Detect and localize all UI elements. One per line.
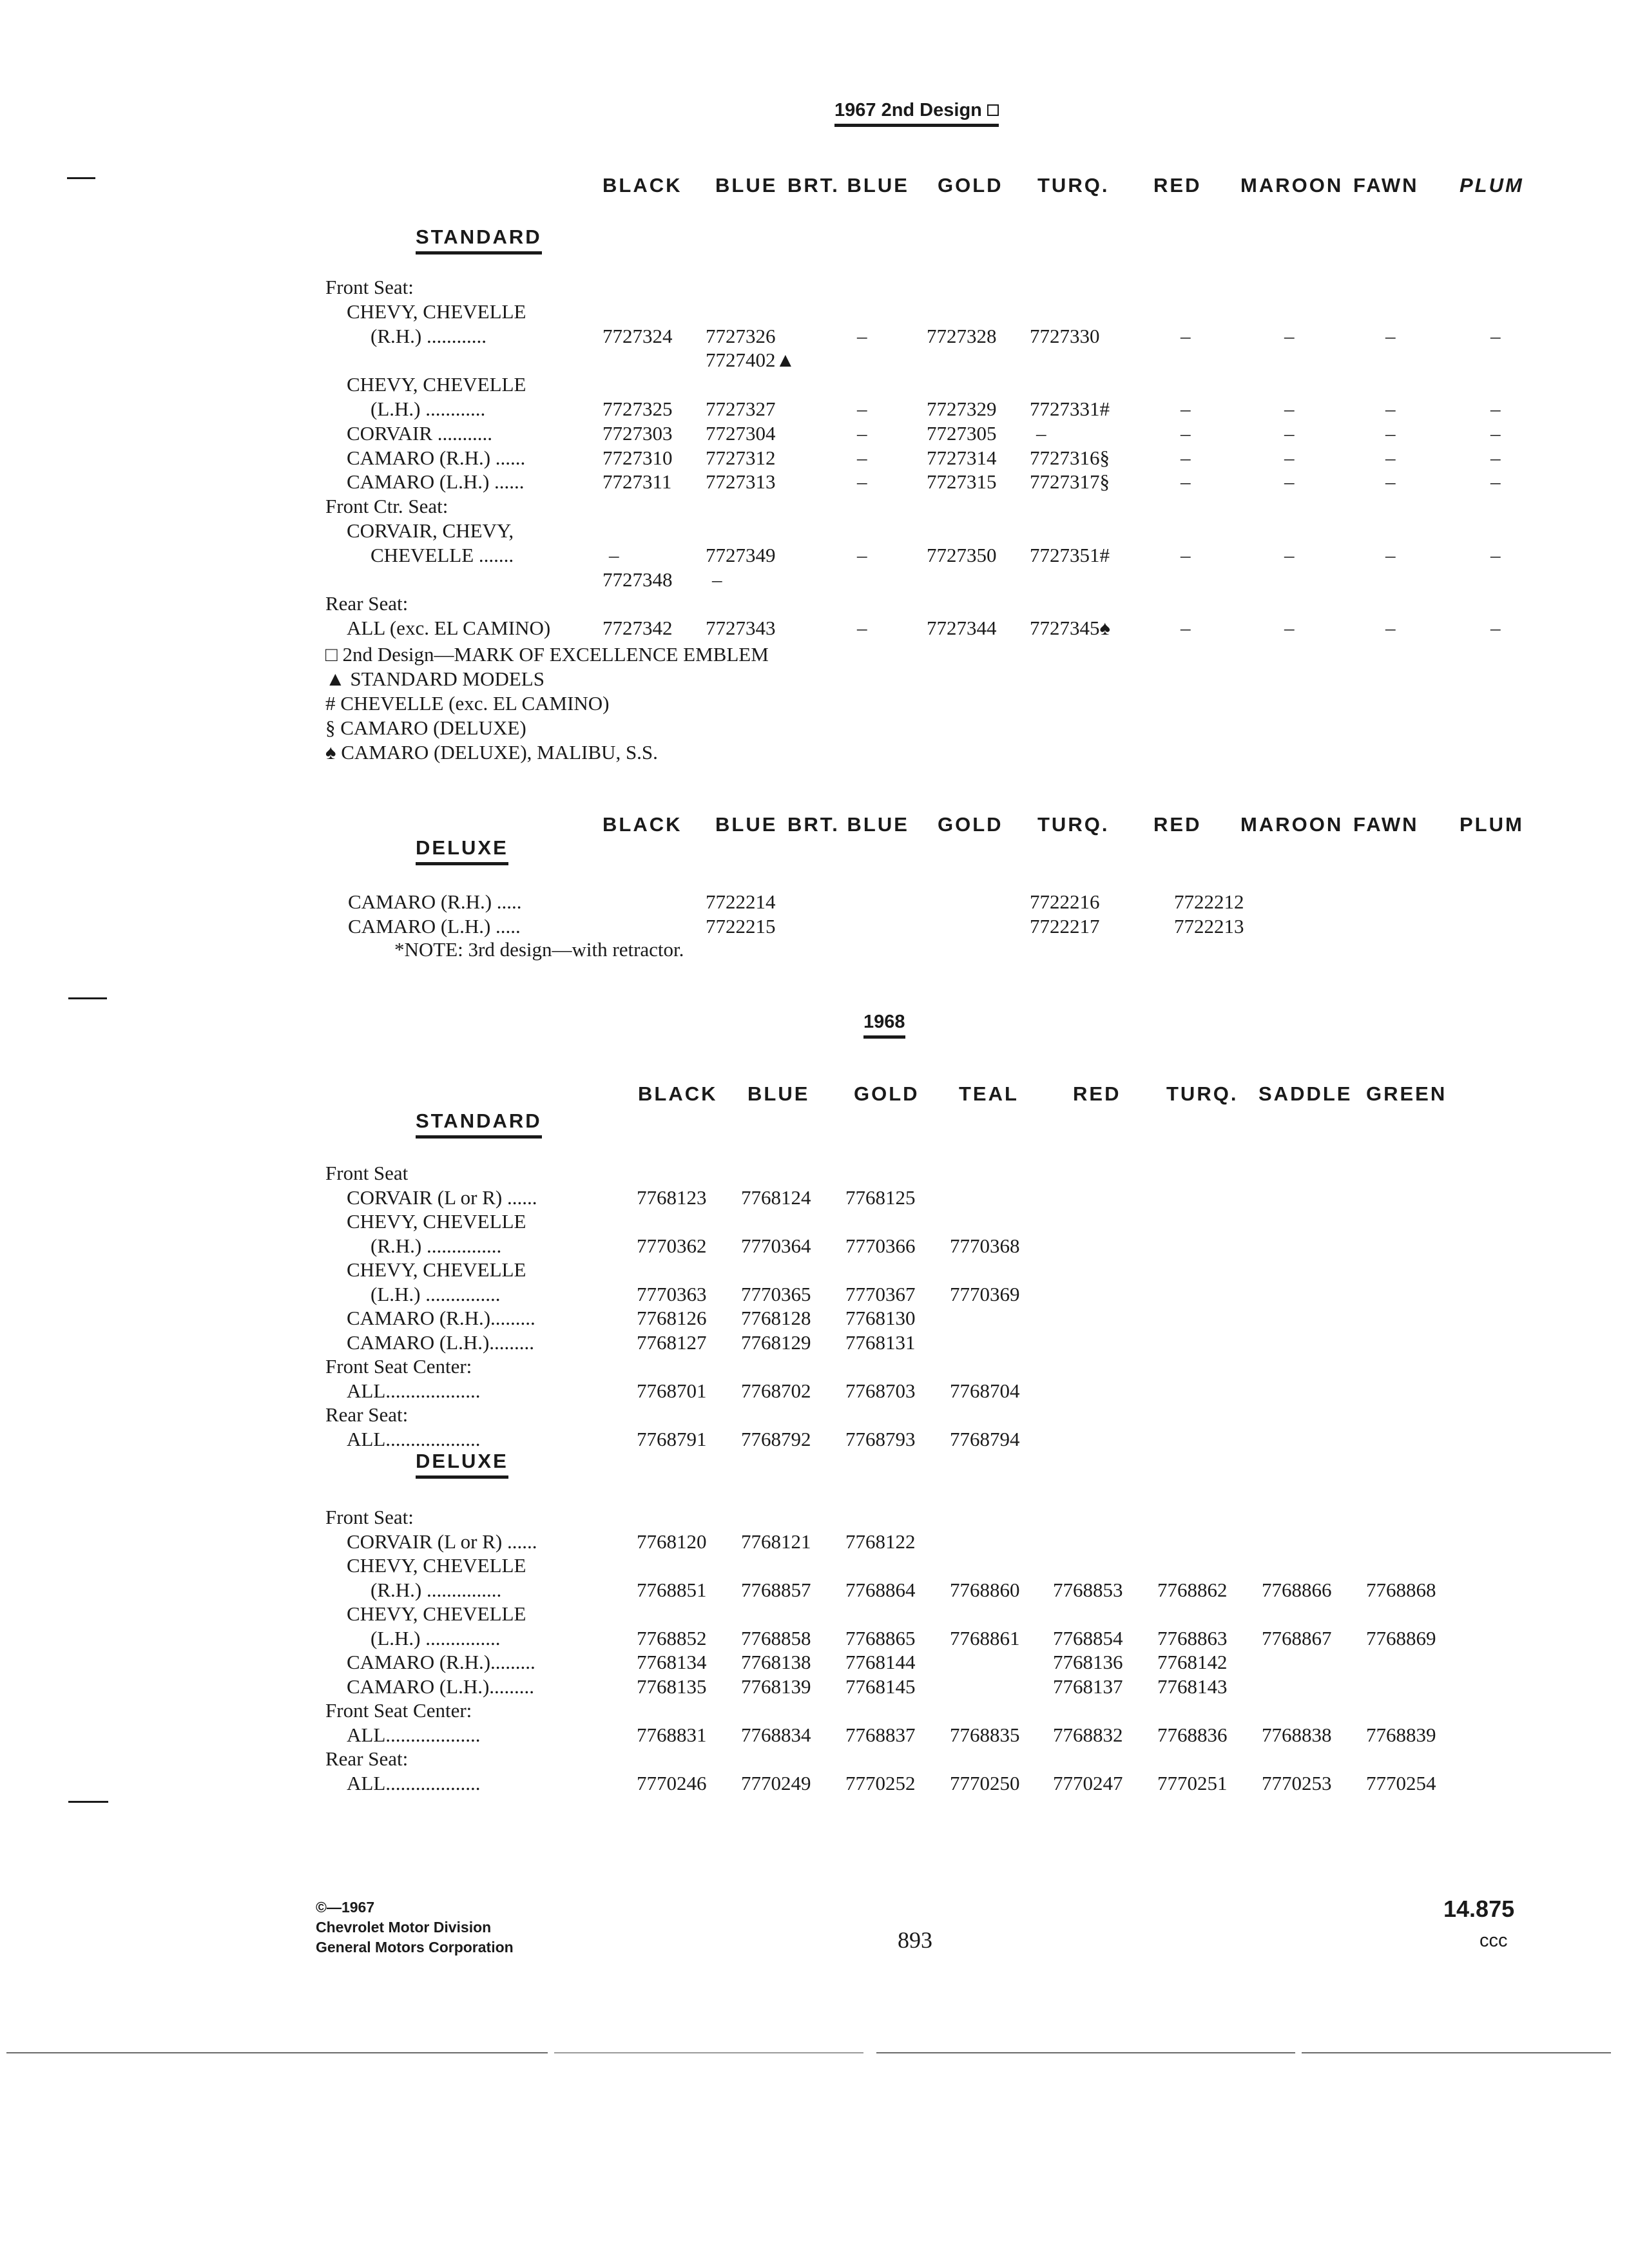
table-cell: – bbox=[1181, 421, 1191, 445]
row-label: (R.H.) ............... bbox=[371, 1578, 502, 1601]
row-label: Rear Seat: bbox=[325, 1747, 409, 1770]
table-cell: 7727328 bbox=[927, 324, 997, 347]
row-label: CHEVY, CHEVELLE bbox=[347, 1258, 526, 1281]
table-cell: 7727303 bbox=[602, 421, 673, 445]
corporation-name: General Motors Corporation bbox=[316, 1939, 514, 1956]
column-header: BLACK bbox=[602, 174, 682, 197]
column-header: BRT. BLUE bbox=[787, 813, 909, 836]
row-label: CAMARO (L.H.) ...... bbox=[347, 470, 525, 494]
row-label: Front Seat bbox=[325, 1162, 409, 1184]
table-cell: – bbox=[857, 470, 867, 494]
table-cell: – bbox=[1284, 398, 1295, 420]
table-cell: – bbox=[1490, 398, 1501, 420]
table-cell: 7770367 bbox=[845, 1282, 916, 1305]
table-cell: 7768128 bbox=[741, 1307, 811, 1329]
table-cell: 7727324 bbox=[602, 324, 673, 347]
row-label: (R.H.) ............ bbox=[371, 324, 487, 347]
row-label: CHEVY, CHEVELLE bbox=[347, 373, 526, 396]
column-header: BLUE bbox=[715, 813, 778, 836]
row-label: Rear Seat: bbox=[325, 1403, 409, 1426]
column-header: MAROON bbox=[1240, 813, 1344, 836]
section-standard-1967: STANDARD bbox=[416, 226, 542, 255]
row-label: (L.H.) ............... bbox=[371, 1282, 501, 1305]
row-label: ALL................... bbox=[347, 1379, 481, 1402]
row-label: CAMARO (R.H.) ...... bbox=[347, 446, 526, 469]
column-header: MAROON bbox=[1240, 174, 1344, 197]
table-cell: 7727331# bbox=[1030, 398, 1110, 420]
row-label: Front Seat: bbox=[325, 276, 414, 298]
table-cell: 7770254 bbox=[1366, 1771, 1436, 1794]
row-label: (R.H.) ............... bbox=[371, 1234, 502, 1257]
bottom-rule bbox=[6, 2052, 548, 2053]
table-cell: – bbox=[1385, 617, 1396, 640]
table-cell: – bbox=[1490, 617, 1501, 640]
table-cell: 7768137 bbox=[1053, 1675, 1123, 1698]
table-cell: – bbox=[1181, 398, 1191, 420]
column-header: FAWN bbox=[1353, 813, 1419, 836]
table-cell: 7768854 bbox=[1053, 1626, 1123, 1649]
table-cell: 7727326 bbox=[706, 324, 776, 347]
footer-left bbox=[316, 1898, 514, 1957]
table-cell: 7768120 bbox=[637, 1530, 707, 1553]
table-cell: – bbox=[1181, 543, 1191, 566]
table-cell: 7768145 bbox=[845, 1675, 916, 1698]
row-label: CHEVY, CHEVELLE bbox=[347, 1210, 526, 1233]
table-cell: 7727312 bbox=[706, 446, 776, 469]
table-cell: 7727402▲ bbox=[706, 349, 796, 372]
table-cell: 7727330 bbox=[1030, 324, 1100, 347]
table-cell: 7768793 bbox=[845, 1427, 916, 1450]
table-cell: 7770246 bbox=[637, 1771, 707, 1794]
footnote: # CHEVELLE (exc. EL CAMINO) bbox=[325, 692, 610, 715]
table-cell: 7768129 bbox=[741, 1331, 811, 1354]
table-cell: 7770362 bbox=[637, 1234, 707, 1257]
table-cell: 7768794 bbox=[950, 1427, 1020, 1450]
footnote: □ 2nd Design—MARK OF EXCELLENCE EMBLEM bbox=[325, 643, 769, 666]
table-cell: 7770364 bbox=[741, 1234, 811, 1257]
column-header: RED bbox=[1153, 813, 1202, 836]
column-header: GOLD bbox=[938, 813, 1003, 836]
table-cell: 7727348 bbox=[602, 568, 673, 591]
row-label: Rear Seat: bbox=[325, 592, 409, 615]
table-cell: 7768124 bbox=[741, 1186, 811, 1209]
table-cell: 7768839 bbox=[1366, 1723, 1436, 1746]
row-label: CAMARO (R.H.) ..... bbox=[348, 890, 522, 913]
table-cell: – bbox=[1181, 617, 1191, 640]
table-cell: 7768831 bbox=[637, 1723, 707, 1746]
table-cell: – bbox=[712, 568, 722, 591]
table-cell: 7768853 bbox=[1053, 1578, 1123, 1601]
column-header: SADDLE bbox=[1258, 1082, 1353, 1105]
table-cell: 7768836 bbox=[1157, 1723, 1228, 1746]
table-cell: – bbox=[857, 421, 867, 445]
table-cell: 7727345♠ bbox=[1030, 617, 1110, 640]
table-cell: 7770253 bbox=[1262, 1771, 1332, 1794]
table-cell: 7770247 bbox=[1053, 1771, 1123, 1794]
table-cell: 7727311 bbox=[602, 470, 672, 494]
row-label: CAMARO (R.H.)......... bbox=[347, 1651, 535, 1673]
row-label: CAMARO (L.H.) ..... bbox=[348, 914, 521, 937]
table-cell: 7770252 bbox=[845, 1771, 916, 1794]
table-cell: – bbox=[1181, 446, 1191, 469]
table-cell: 7770249 bbox=[741, 1771, 811, 1794]
note-3rd-design: *NOTE: 3rd design—with retractor. bbox=[394, 938, 684, 961]
column-header: RED bbox=[1153, 174, 1202, 197]
table-cell: – bbox=[857, 398, 867, 420]
table-cell: 7727316§ bbox=[1030, 446, 1110, 469]
table-cell: 7770250 bbox=[950, 1771, 1020, 1794]
table-cell: – bbox=[1385, 543, 1396, 566]
table-cell: 7727304 bbox=[706, 421, 776, 445]
title-1967 bbox=[834, 100, 999, 127]
division-name: Chevrolet Motor Division bbox=[316, 1919, 492, 1936]
table-cell: 7768837 bbox=[845, 1723, 916, 1746]
table-cell: 7768121 bbox=[741, 1530, 811, 1553]
margin-tick bbox=[68, 997, 107, 999]
footnote: ♠ CAMARO (DELUXE), MALIBU, S.S. bbox=[325, 741, 658, 764]
table-cell: 7768130 bbox=[845, 1307, 916, 1329]
table-cell: 7768863 bbox=[1157, 1626, 1228, 1649]
table-cell: 7768791 bbox=[637, 1427, 707, 1450]
column-header: GOLD bbox=[938, 174, 1003, 197]
table-cell: 7768862 bbox=[1157, 1578, 1228, 1601]
table-cell: 7768838 bbox=[1262, 1723, 1332, 1746]
table-cell: 7768832 bbox=[1053, 1723, 1123, 1746]
table-cell: 7768704 bbox=[950, 1379, 1020, 1402]
column-header: RED bbox=[1073, 1082, 1121, 1105]
table-cell: 7770366 bbox=[845, 1234, 916, 1257]
table-cell: 7727314 bbox=[927, 446, 997, 469]
table-cell: 7727329 bbox=[927, 398, 997, 420]
title-1967-text: 1967 2nd Design bbox=[834, 100, 982, 120]
table-cell: 7768126 bbox=[637, 1307, 707, 1329]
column-header: GREEN bbox=[1366, 1082, 1447, 1105]
table-cell: 7770368 bbox=[950, 1234, 1020, 1257]
row-label: ALL................... bbox=[347, 1723, 481, 1746]
row-label: CHEVELLE ....... bbox=[371, 543, 514, 566]
table-cell: 7768138 bbox=[741, 1651, 811, 1673]
table-cell: – bbox=[857, 617, 867, 640]
row-label: Front Seat Center: bbox=[325, 1699, 472, 1722]
row-label: Front Seat Center: bbox=[325, 1355, 472, 1378]
column-header: TURQ. bbox=[1166, 1082, 1239, 1105]
table-cell: – bbox=[1490, 470, 1501, 494]
table-cell: 7768701 bbox=[637, 1379, 707, 1402]
table-cell: 7722212 bbox=[1174, 890, 1244, 913]
table-cell: 7768703 bbox=[845, 1379, 916, 1402]
table-cell: – bbox=[1181, 324, 1191, 347]
table-cell: 7727342 bbox=[602, 617, 673, 640]
row-label: CORVAIR, CHEVY, bbox=[347, 519, 514, 542]
table-cell: – bbox=[1284, 324, 1295, 347]
table-cell: 7727344 bbox=[927, 617, 997, 640]
table-cell: – bbox=[609, 543, 619, 566]
row-label: (L.H.) ............... bbox=[371, 1626, 501, 1649]
row-label: (L.H.) ............ bbox=[371, 398, 486, 420]
table-cell: 7768851 bbox=[637, 1578, 707, 1601]
table-cell: 7768860 bbox=[950, 1578, 1020, 1601]
column-header: FAWN bbox=[1353, 174, 1419, 197]
table-cell: 7727350 bbox=[927, 543, 997, 566]
row-label: CORVAIR (L or R) ...... bbox=[347, 1530, 537, 1553]
row-label: Front Ctr. Seat: bbox=[325, 495, 448, 518]
table-cell: 7727343 bbox=[706, 617, 776, 640]
table-cell: 7727351# bbox=[1030, 543, 1110, 566]
table-cell: 7768864 bbox=[845, 1578, 916, 1601]
table-cell: 7768865 bbox=[845, 1626, 916, 1649]
table-cell: 7768136 bbox=[1053, 1651, 1123, 1673]
table-cell: – bbox=[1490, 446, 1501, 469]
table-cell: 7722214 bbox=[706, 890, 776, 913]
table-cell: 7770369 bbox=[950, 1282, 1020, 1305]
table-cell: 7722213 bbox=[1174, 914, 1244, 937]
table-cell: 7722215 bbox=[706, 914, 776, 937]
row-label: CAMARO (L.H.)......... bbox=[347, 1331, 535, 1354]
table-cell: 7770251 bbox=[1157, 1771, 1228, 1794]
table-cell: 7768852 bbox=[637, 1626, 707, 1649]
table-cell: 7722217 bbox=[1030, 914, 1100, 937]
row-label: CHEVY, CHEVELLE bbox=[347, 1602, 526, 1625]
bottom-rule bbox=[876, 2052, 1295, 2053]
table-cell: 7768857 bbox=[741, 1578, 811, 1601]
table-cell: 7727310 bbox=[602, 446, 673, 469]
table-cell: 7768866 bbox=[1262, 1578, 1332, 1601]
copyright: ©—1967 bbox=[316, 1899, 375, 1916]
column-header: TURQ. bbox=[1037, 813, 1110, 836]
table-cell: 7727327 bbox=[706, 398, 776, 420]
row-label: CAMARO (R.H.)......... bbox=[347, 1307, 535, 1329]
table-cell: 7768134 bbox=[637, 1651, 707, 1673]
column-header: BLUE bbox=[715, 174, 778, 197]
table-cell: 7768139 bbox=[741, 1675, 811, 1698]
table-cell: 7768858 bbox=[741, 1626, 811, 1649]
table-cell: – bbox=[1284, 617, 1295, 640]
code-label: ccc bbox=[1480, 1930, 1508, 1951]
table-cell: – bbox=[1385, 398, 1396, 420]
table-cell: – bbox=[1385, 324, 1396, 347]
square-marker-icon bbox=[987, 104, 999, 116]
margin-tick bbox=[67, 177, 95, 179]
table-cell: 7768135 bbox=[637, 1675, 707, 1698]
table-cell: 7768861 bbox=[950, 1626, 1020, 1649]
table-cell: – bbox=[1284, 470, 1295, 494]
table-cell: – bbox=[1490, 543, 1501, 566]
footnote: ▲ STANDARD MODELS bbox=[325, 668, 545, 690]
section-deluxe-1968: DELUXE bbox=[416, 1450, 508, 1479]
table-cell: 7768868 bbox=[1366, 1578, 1436, 1601]
table-cell: 7768122 bbox=[845, 1530, 916, 1553]
table-cell: 7727317§ bbox=[1030, 470, 1110, 494]
row-label: ALL................... bbox=[347, 1771, 481, 1794]
table-cell: 7768143 bbox=[1157, 1675, 1228, 1698]
table-cell: 7770363 bbox=[637, 1282, 707, 1305]
column-header: BLUE bbox=[747, 1082, 810, 1105]
table-cell: – bbox=[1490, 324, 1501, 347]
column-header: PLUM bbox=[1460, 174, 1524, 197]
table-cell: 7768792 bbox=[741, 1427, 811, 1450]
table-cell: 7727325 bbox=[602, 398, 673, 420]
column-header: BRT. BLUE bbox=[787, 174, 909, 197]
table-cell: 7768702 bbox=[741, 1379, 811, 1402]
table-cell: – bbox=[1284, 421, 1295, 445]
table-cell: – bbox=[1284, 446, 1295, 469]
column-header: TEAL bbox=[959, 1082, 1019, 1105]
page-number: 893 bbox=[898, 1927, 932, 1953]
table-cell: – bbox=[1385, 421, 1396, 445]
table-cell: 7722216 bbox=[1030, 890, 1100, 913]
row-label: ALL (exc. EL CAMINO) bbox=[347, 617, 551, 640]
section-deluxe-1967: DELUXE bbox=[416, 836, 508, 865]
column-header: BLACK bbox=[638, 1082, 718, 1105]
row-label: CORVAIR ........... bbox=[347, 421, 493, 445]
table-cell: 7727305 bbox=[927, 421, 997, 445]
table-cell: 7768127 bbox=[637, 1331, 707, 1354]
table-cell: – bbox=[1284, 543, 1295, 566]
table-cell: – bbox=[857, 324, 867, 347]
table-cell: 7727315 bbox=[927, 470, 997, 494]
title-1968: 1968 bbox=[863, 1012, 905, 1039]
table-cell: – bbox=[1385, 446, 1396, 469]
table-cell: 7727313 bbox=[706, 470, 776, 494]
table-cell: 7768835 bbox=[950, 1723, 1020, 1746]
bottom-rule bbox=[1302, 2052, 1611, 2053]
section-number: 14.875 bbox=[1443, 1896, 1515, 1922]
table-cell: 7727349 bbox=[706, 543, 776, 566]
table-cell: 7770365 bbox=[741, 1282, 811, 1305]
table-cell: – bbox=[1385, 470, 1396, 494]
footnote: § CAMARO (DELUXE) bbox=[325, 716, 526, 739]
table-cell: – bbox=[1036, 421, 1046, 445]
row-label: Front Seat: bbox=[325, 1506, 414, 1528]
section-standard-1968: STANDARD bbox=[416, 1110, 542, 1139]
row-label: CORVAIR (L or R) ...... bbox=[347, 1186, 537, 1209]
table-cell: – bbox=[857, 446, 867, 469]
table-cell: – bbox=[857, 543, 867, 566]
table-cell: – bbox=[1181, 470, 1191, 494]
row-label: CHEVY, CHEVELLE bbox=[347, 1554, 526, 1577]
table-cell: 7768869 bbox=[1366, 1626, 1436, 1649]
table-cell: 7768142 bbox=[1157, 1651, 1228, 1673]
column-header: BLACK bbox=[602, 813, 682, 836]
table-cell: – bbox=[1490, 421, 1501, 445]
table-cell: 7768125 bbox=[845, 1186, 916, 1209]
margin-tick bbox=[68, 1801, 108, 1803]
column-header: TURQ. bbox=[1037, 174, 1110, 197]
table-cell: 7768123 bbox=[637, 1186, 707, 1209]
table-cell: 7768834 bbox=[741, 1723, 811, 1746]
table-cell: 7768144 bbox=[845, 1651, 916, 1673]
table-cell: 7768867 bbox=[1262, 1626, 1332, 1649]
table-cell: 7768131 bbox=[845, 1331, 916, 1354]
row-label: CHEVY, CHEVELLE bbox=[347, 300, 526, 323]
row-label: CAMARO (L.H.)......... bbox=[347, 1675, 535, 1698]
column-header: GOLD bbox=[854, 1082, 920, 1105]
column-header: PLUM bbox=[1460, 813, 1524, 836]
bottom-rule bbox=[554, 2052, 863, 2053]
row-label: ALL................... bbox=[347, 1427, 481, 1450]
